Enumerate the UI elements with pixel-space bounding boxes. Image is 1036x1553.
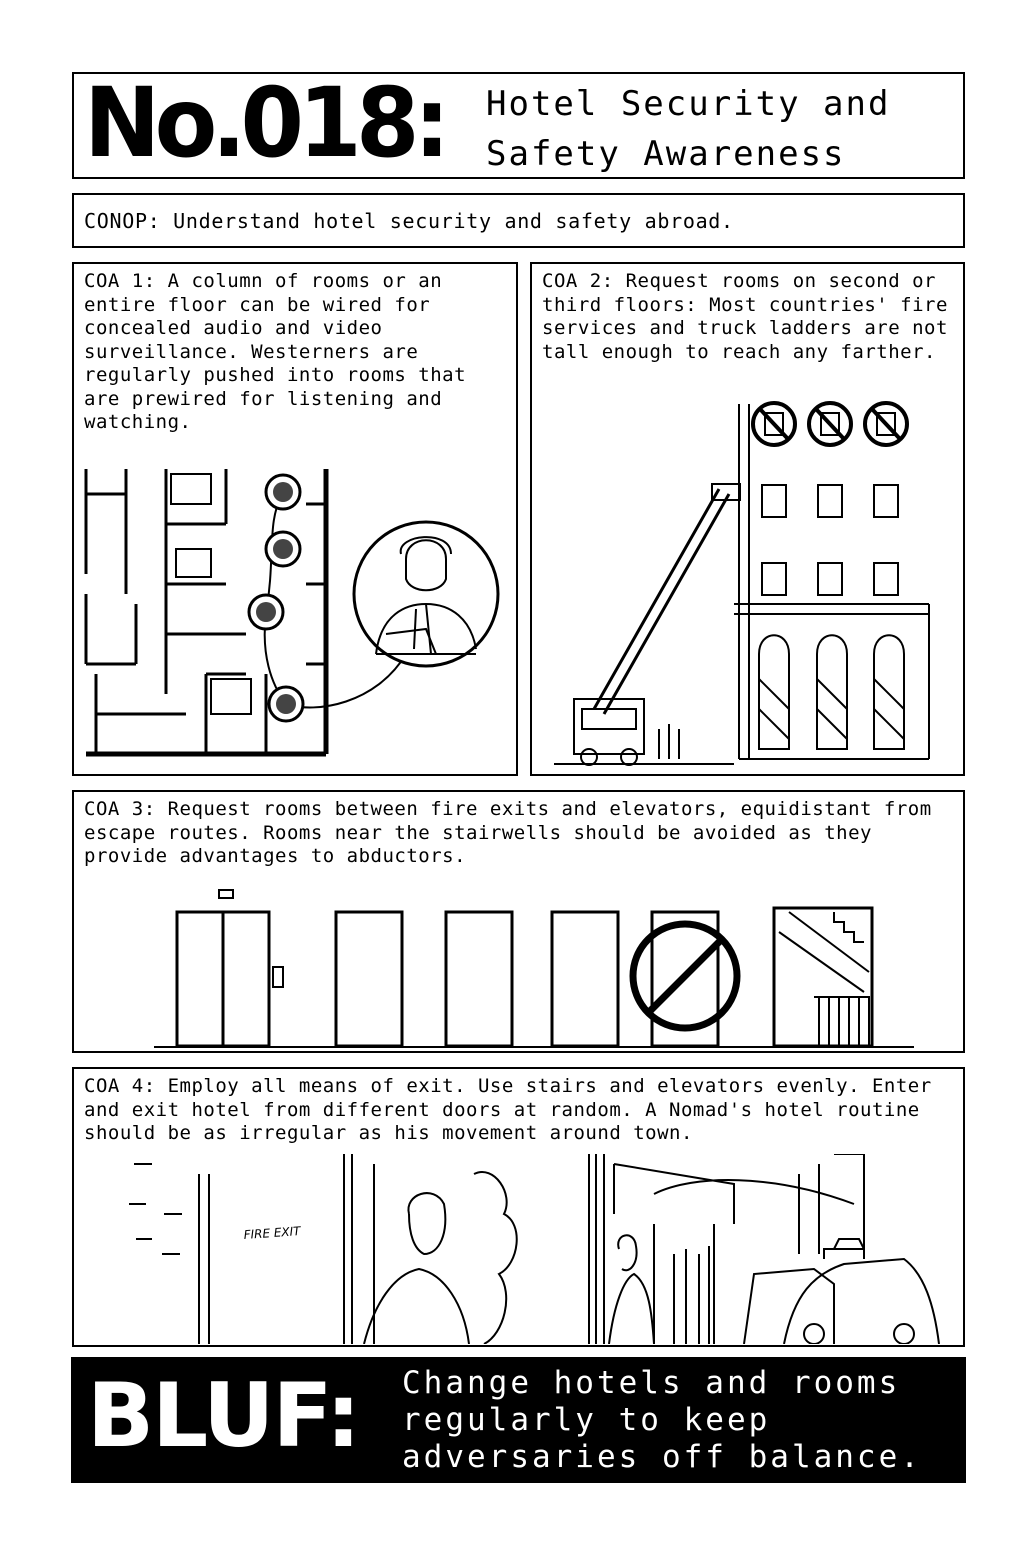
coa2-panel (530, 262, 965, 776)
page-number: No.018: (84, 67, 445, 179)
coa4-panel (72, 1067, 965, 1347)
bluf-box (71, 1357, 966, 1483)
coa2-text: COA 2: Request rooms on second or third floors: Most countries' fire services and truck ladders are not tall enough to reach any farther. (542, 270, 948, 363)
page-title-line-1: Hotel Security and (486, 84, 891, 124)
coa3-text: COA 3: Request rooms between fire exits and elevators, equidistant from escape routes. Rooms near the stairwells should be avoided as they provide advantages to abductors. (84, 798, 932, 867)
bluf-line-2: regularly to keep (402, 1402, 771, 1438)
header-box (72, 67, 965, 179)
coa3-panel (72, 790, 965, 1053)
page-title-line-2: Safety Awareness (486, 134, 846, 174)
bluf-line-1: Change hotels and rooms (402, 1365, 901, 1401)
hallway-illustration (74, 882, 964, 1052)
bluf-line-3: adversaries off balance. (402, 1439, 922, 1475)
conop-box (72, 193, 965, 248)
fire-truck-building-illustration (534, 399, 964, 769)
coa1-panel (72, 262, 518, 776)
bluf-label: BLUF: (87, 1364, 359, 1467)
coa1-text: COA 1: A column of rooms or an entire floor can be wired for concealed audio and video surveillance. Westerners are regularly pushed into rooms that are prewired for listening and watching. (84, 270, 467, 433)
conop-text: CONOP: Understand hotel security and safety abroad. (84, 209, 734, 233)
fire-exit-sign: FIRE EXIT (243, 1224, 301, 1242)
floor-plan-illustration (76, 464, 516, 764)
coa4-text: COA 4: Employ all means of exit. Use stairs and elevators evenly. Enter and exit hotel from different doors at random. A Nomad's hotel routine should be as irregular as his movement around town. (84, 1075, 932, 1144)
hotel-exit-illustration (74, 1154, 964, 1344)
